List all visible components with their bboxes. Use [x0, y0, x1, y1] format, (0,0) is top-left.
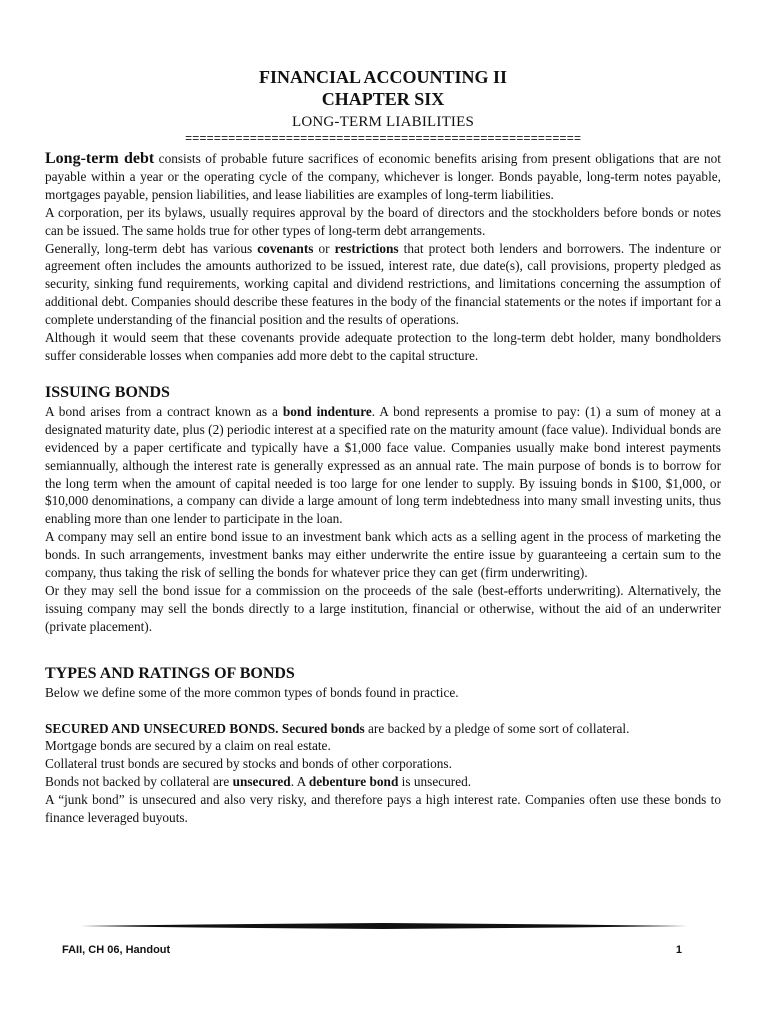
- types-heading: TYPES AND RATINGS OF BONDS: [45, 664, 295, 682]
- intro-paragraph-4: Although it would seem that these covenants provide adequate protection to the long-term debt holder, many bondholders suffer considerable losses when companies add more debt to the capital structure.: [45, 330, 721, 363]
- page-footer: [62, 944, 682, 956]
- chapter-title: CHAPTER SIX: [321, 89, 445, 109]
- footer-divider: [80, 922, 688, 930]
- footer-label: FAII, CH 06, Handout: [62, 944, 171, 956]
- junk-bond-line: A “junk bond” is unsecured and also very risky, and therefore pays a high interest rate. Companies often use these bonds to finance leveraged buyouts.: [45, 792, 721, 826]
- topic-title: LONG-TERM LIABILITIES: [291, 114, 475, 130]
- intro-paragraph-1: Long-term debt consists of probable future sacrifices of economic benefits arising from present obligations that are not payable within a year or the operating cycle of the company, whichever is longer. Bonds payable, long-term notes payable, mortgages payable, pension liabilities, and lease liabilities are examples of long-term liabilities.: [45, 150, 721, 202]
- intro-paragraph-3: Generally, long-term debt has various covenants or restrictions that protect both lenders and borrowers. The indenture or agreement often includes the amounts authorized to be issued, interest rate, due date(s), call provisions, property pledged as security, sinking fund requirements, working capital and dividend restrictions, and limitations concerning the assumption of additional debt. Companies should describe these features in the body of the financial statements or the notes if important for a complete understanding of the financial position and the results of operations.: [45, 240, 721, 328]
- title-block: [45, 66, 721, 132]
- issuing-bonds-heading: ISSUING BONDS: [45, 383, 170, 401]
- collateral-line: Collateral trust bonds are secured by stocks and bonds of other corporations.: [45, 756, 452, 772]
- document-page: [45, 66, 721, 827]
- types-intro: Below we define some of the more common types of bonds found in practice.: [45, 684, 459, 700]
- separator-line: =======================================================: [184, 132, 582, 146]
- issuing-paragraph-3: Or they may sell the bond issue for a commission on the proceeds of the sale (best-efforts underwriting). Alternatively, the issuing company may sell the bonds directly to a large institution, financial or otherwise, without the aid of an underwriter (private placement).: [45, 582, 721, 634]
- intro-paragraph-2: A corporation, per its bylaws, usually requires approval by the board of directors and the stockholders before bonds or notes can be issued. The same holds true for other types of long-term debt arrangements.: [45, 204, 721, 238]
- lead-term: Long-term debt: [45, 150, 155, 167]
- page-number: 1: [675, 944, 682, 956]
- unsecured-line: Bonds not backed by collateral are unsecured. A debenture bond is unsecured.: [45, 774, 472, 790]
- course-title: FINANCIAL ACCOUNTING II: [258, 67, 508, 87]
- mortgage-line: Mortgage bonds are secured by a claim on real estate.: [45, 738, 331, 754]
- secured-line: SECURED AND UNSECURED BONDS. Secured bonds are backed by a pledge of some sort of collateral.: [45, 720, 630, 736]
- issuing-paragraph-1: A bond arises from a contract known as a bond indenture. A bond represents a promise to pay: (1) a sum of money at a designated maturity date, plus (2) periodic interest at a specified rate on the maturity amount (face value). Individual bonds are evidenced by a paper certificate and typically have a $1,000 face value. Companies usually make bond interest payments semiannually, although the interest rate is generally expressed as an annual rate. The main purpose of bonds is to borrow for the long term when the amount of capital needed is too large for one lender to supply. By issuing bonds in $100, $1,000, or $10,000 denominations, a company can divide a large amount of long term indebtedness into many small investing units, thus enabling more than one lender to participate in the loan.: [45, 403, 722, 527]
- issuing-paragraph-2: A company may sell an entire bond issue to an investment bank which acts as a selling agent in the process of marketing the bonds. In such arrangements, investment banks may either underwrite the entire issue by guaranteeing a certain sum to the company, thus taking the risk of selling the bonds for whatever price they can get (firm underwriting).: [45, 529, 721, 581]
